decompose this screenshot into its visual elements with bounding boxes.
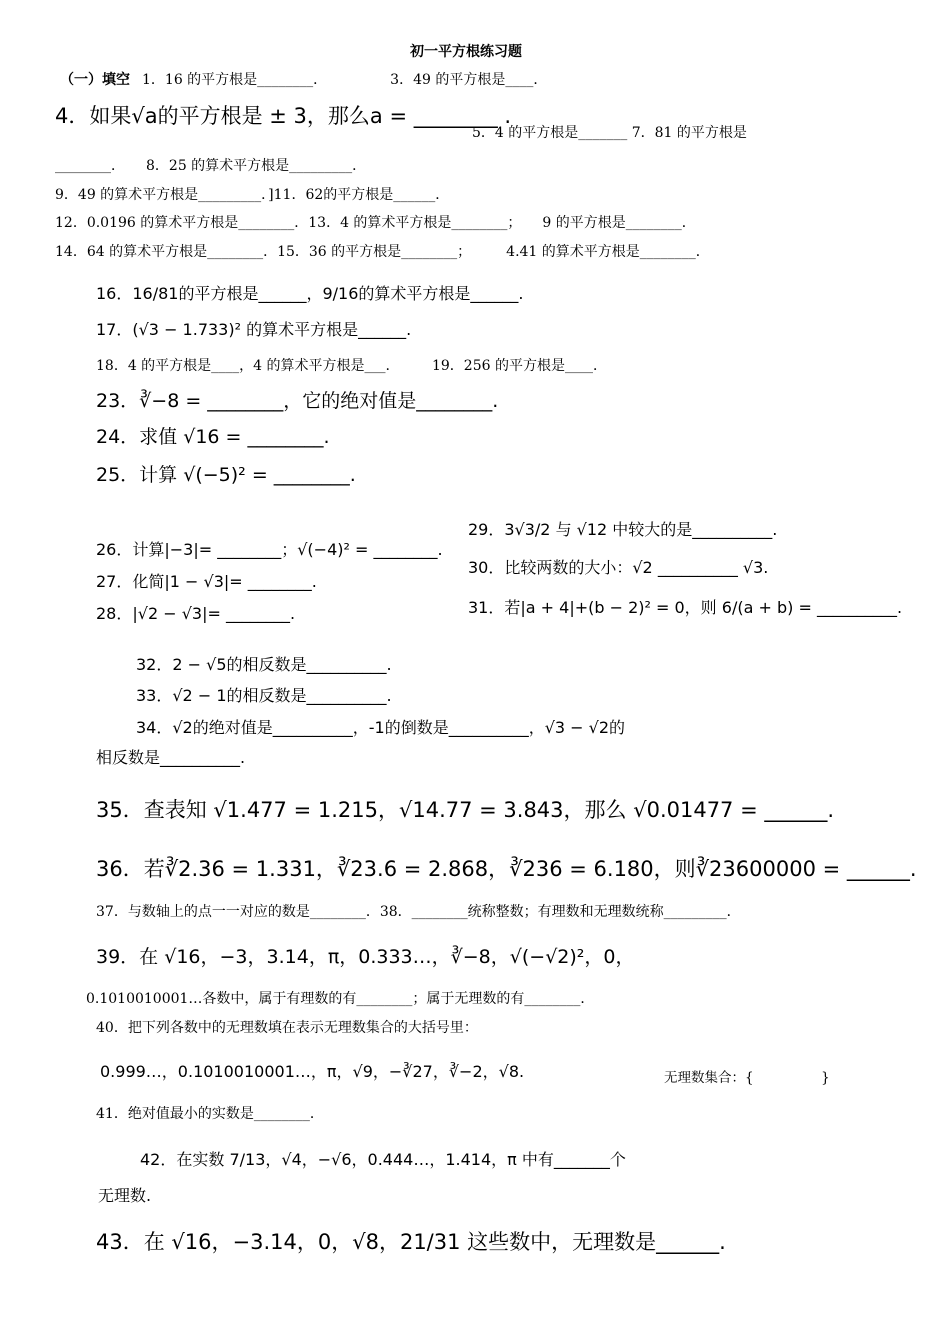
question-line: 14．64 的算术平方根是________．15．36 的平方根是________； 4.41 的算术平方根是________．: [55, 244, 710, 260]
question-line: 9．49 的算术平方根是_________．]11．62的平方根是______．: [55, 187, 450, 203]
question-line: 0.999…，0.1010010001…，π，√9，−∛27，∛−2，√8.: [100, 1062, 525, 1081]
question-line: ________． 8．25 的算术平方根是_________．: [55, 158, 367, 174]
question-line: 41．绝对值最小的实数是________．: [96, 1106, 324, 1122]
question-line: 相反数是__________.: [96, 748, 246, 767]
question-line: 39．在 √16，−3，3.14，π，0.333…，∛−8，√(−√2)²，0，: [96, 946, 635, 968]
question-line: 1．16 的平方根是________． 3．49 的平方根是____．: [142, 72, 548, 88]
section-label: （一）填空: [60, 72, 130, 88]
question-line: 16．16/81的平方根是______，9/16的算术平方根是______.: [96, 284, 524, 303]
question-line: 35．查表知 √1.477 = 1.215，√14.77 = 3.843，那么 √0.01477 = ______.: [96, 798, 835, 822]
question-line: 0.1010010001…各数中，属于有理数的有________；属于无理数的有________．: [86, 991, 595, 1007]
question-line: 17．(√3 − 1.733)² 的算术平方根是______.: [96, 320, 412, 339]
question-line: 37．与数轴上的点一一对应的数是________．38．________统称整数；有理数和无理数统称_________．: [96, 904, 741, 920]
question-line: 5．4 的平方根是_______ 7．81 的平方根是: [472, 125, 747, 141]
question-line: 42．在实数 7/13，√4，−√6，0.444…，1.414，π 中有_______个: [140, 1150, 626, 1169]
question-line: 28．|√2 − √3|= ________.: [96, 604, 296, 623]
question-line: 18．4 的平方根是____，4 的算术平方根是___. 19．256 的平方根是____．: [96, 358, 607, 374]
question-line: 无理数.: [98, 1186, 152, 1205]
question-line: 27．化简|1 − √3|= ________.: [96, 572, 317, 591]
question-line: 29．3√3/2 与 √12 中较大的是__________.: [468, 520, 778, 539]
question-line: 33．√2 − 1的相反数是__________.: [136, 686, 392, 705]
answer-set-label: 无理数集合：{ }: [664, 1070, 830, 1086]
page-title: 初一平方根练习题: [410, 44, 522, 60]
question-line: 23．∛−8 = ________，它的绝对值是________.: [96, 390, 499, 412]
question-line: 24．求值 √16 = ________.: [96, 426, 330, 448]
question-line: 43．在 √16，−3.14，0，√8，21/31 这些数中，无理数是______.: [96, 1230, 726, 1254]
question-line: 32．2 − √5的相反数是__________.: [136, 655, 392, 674]
question-line: 36．若∛2.36 = 1.331，∛23.6 = 2.868，∛236 = 6.180，则∛23600000 = ______.: [96, 857, 917, 881]
question-line: 34．√2的绝对值是__________，-1的倒数是__________，√3 − √2的: [136, 718, 626, 737]
question-line: 25．计算 √(−5)² = ________.: [96, 464, 356, 486]
question-line: 4．如果√a的平方根是 ± 3，那么a = ________ .: [55, 104, 512, 128]
question-line: 40．把下列各数中的无理数填在表示无理数集合的大括号里：: [96, 1020, 478, 1036]
question-line: 31．若|a + 4|+(b − 2)² = 0，则 6/(a + b) = __________.: [468, 598, 903, 617]
question-line: 26．计算|−3|= ________；√(−4)² = ________.: [96, 540, 443, 559]
question-line: 30．比较两数的大小：√2 __________ √3.: [468, 558, 769, 577]
question-line: 12．0.0196 的算术平方根是________．13．4 的算术平方根是________； 9 的平方根是________．: [55, 215, 696, 231]
